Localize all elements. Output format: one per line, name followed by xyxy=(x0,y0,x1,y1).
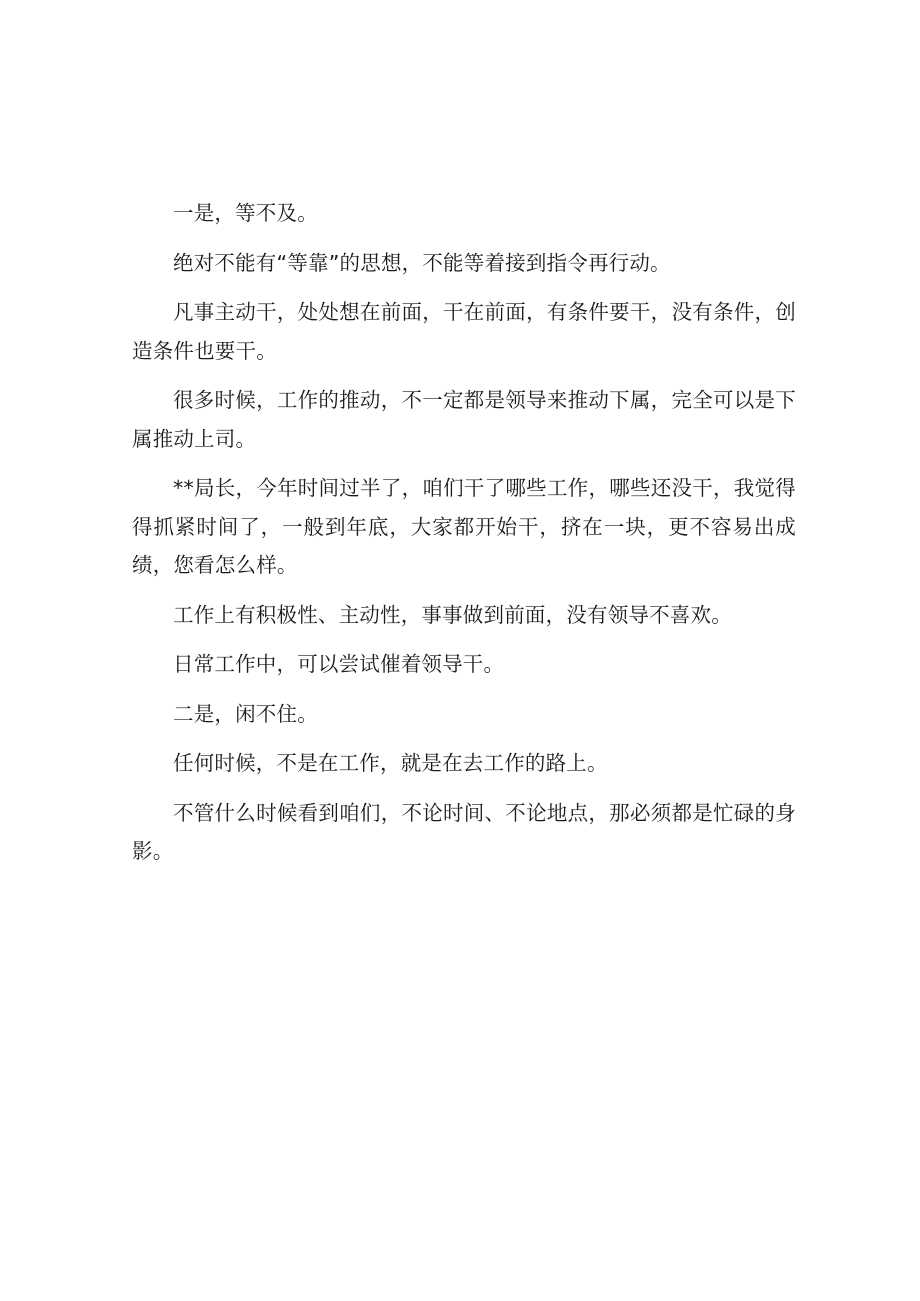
paragraph-5: **局长，今年时间过半了，咱们干了哪些工作，哪些还没干，我觉得得抓紧时间了，一般到年底，大家都开始干，挤在一块，更不容易出成绩，您看怎么样。 xyxy=(132,476,796,577)
paragraph-4: 很多时候，工作的推动，不一定都是领导来推动下属，完全可以是下属推动上司。 xyxy=(132,388,796,451)
document-body xyxy=(132,194,796,871)
paragraph-9: 任何时候，不是在工作，就是在去工作的路上。 xyxy=(173,751,608,775)
paragraph-8: 二是，闲不住。 xyxy=(173,701,318,726)
paragraph-1: 一是，等不及。 xyxy=(173,201,318,225)
paragraph-2: 绝对不能有“等靠”的思想，不能等着接到指令再行动。 xyxy=(173,250,671,275)
paragraph-10: 不管什么时候看到咱们，不论时间、不论地点，那必须都是忙碌的身影。 xyxy=(132,800,796,863)
paragraph-3: 凡事主动干，处处想在前面，干在前面，有条件要干，没有条件，创造条件也要干。 xyxy=(132,300,796,363)
paragraph-7: 日常工作中，可以尝试催着领导干。 xyxy=(173,652,505,676)
paragraph-6: 工作上有积极性、主动性，事事做到前面，没有领导不喜欢。 xyxy=(173,602,732,627)
